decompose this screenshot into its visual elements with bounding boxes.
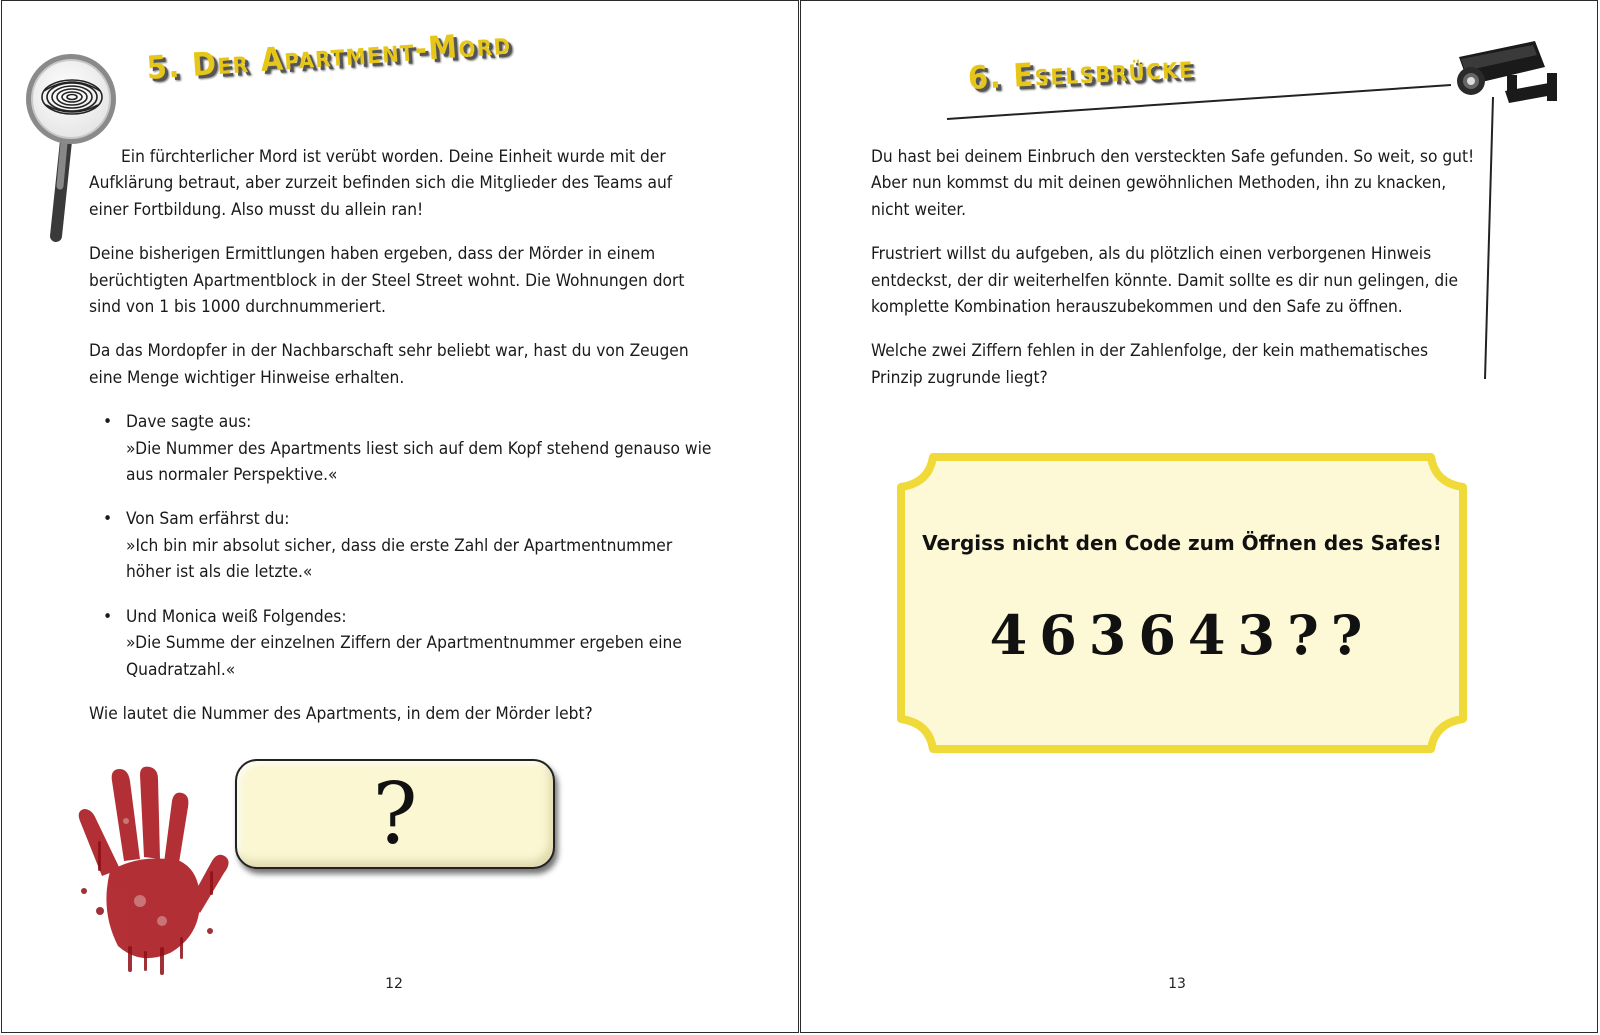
- witness-speaker: Und Monica weiß Folgendes:: [126, 606, 347, 627]
- intro-paragraph: Deine bisherigen Ermittlungen haben ergeben, dass der Mörder in einem berüchtigten Apartmentblock in der Steel Street wohnt. Die Wohnungen dort sind von 1 bis 1000 durchnummeriert.: [89, 244, 685, 318]
- right-page: [800, 0, 1598, 1033]
- code-digits: 463643??: [989, 603, 1375, 667]
- page-number: 12: [385, 976, 403, 992]
- code-heading: Vergiss nicht den Code zum Öffnen des Safes!: [922, 531, 1442, 555]
- answer-placeholder: ?: [372, 765, 418, 863]
- witness-speaker: Von Sam erfährst du:: [126, 509, 290, 530]
- list-item: [89, 409, 714, 488]
- intro-paragraph: Da das Mordopfer in der Nachbarschaft sehr beliebt war, hast du von Zeugen eine Menge wichtiger Hinweise erhalten.: [89, 341, 689, 388]
- answer-box: [235, 759, 555, 869]
- puzzle-text: [871, 144, 1481, 409]
- puzzle-paragraph: Du hast bei deinem Einbruch den versteckten Safe gefunden. So weit, so gut! Aber nun kommst du mit deinen gewöhnlichen Methoden, ihn zu knacken, nicht weiter.: [871, 147, 1475, 220]
- page-number: 13: [1168, 976, 1186, 992]
- bullet-icon: •: [103, 509, 113, 530]
- safe-code-box: [897, 453, 1467, 753]
- bullet-icon: •: [103, 606, 113, 627]
- bloody-handprint-icon: [40, 761, 240, 981]
- left-page: [1, 0, 799, 1033]
- security-camera-icon: [1449, 37, 1569, 112]
- witness-list: [89, 409, 714, 683]
- puzzle-question: Wie lautet die Nummer des Apartments, in dem der Mörder lebt?: [89, 703, 593, 724]
- puzzle-text: [89, 144, 714, 745]
- list-item: [89, 506, 714, 585]
- bullet-icon: •: [103, 412, 113, 433]
- puzzle-paragraph: Frustriert willst du aufgeben, als du plötzlich einen verborgenen Hinweis entdeckst, der dir weiterhelfen könnte. Damit sollte es dir nun gelingen, die komplette Kombination herauszubekommen und den Safe zu öffnen.: [871, 244, 1459, 318]
- witness-quote: »Die Nummer des Apartments liest sich auf dem Kopf stehend genauso wie aus normaler Perspektive.«: [126, 438, 712, 486]
- witness-speaker: Dave sagte aus:: [126, 412, 252, 433]
- puzzle-title: 6. Eselsbrücke: [967, 47, 1195, 97]
- witness-quote: »Die Summe der einzelnen Ziffern der Apartmentnummer ergeben eine Quadratzahl.«: [126, 633, 682, 680]
- witness-quote: »Ich bin mir absolut sicher, dass die erste Zahl der Apartmentnummer höher ist als die letzte.«: [126, 535, 673, 583]
- intro-paragraph: Ein fürchterlicher Mord ist verübt worden. Deine Einheit wurde mit der Aufklärung betraut, aber zurzeit befinden sich die Mitglieder des Teams auf einer Fortbildung. Also musst du allein ran!: [89, 147, 673, 220]
- list-item: [89, 604, 714, 683]
- puzzle-title: 5. Der Apartment-Mord: [145, 23, 513, 87]
- puzzle-question: Welche zwei Ziffern fehlen in der Zahlenfolge, der kein mathematisches Prinzip zugrunde liegt?: [871, 341, 1429, 388]
